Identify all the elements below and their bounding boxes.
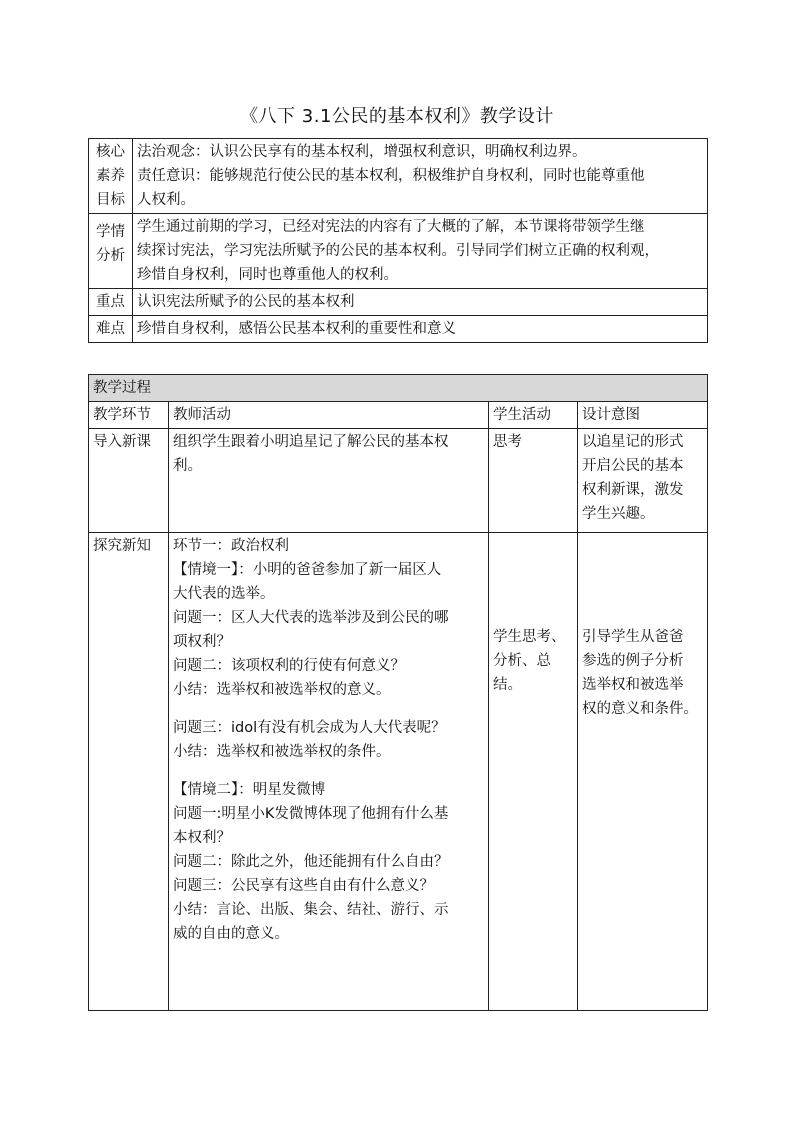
- goals-row: [89, 139, 708, 214]
- teacher-line: 组织学生跟着小明追星记了解公民的基本权: [173, 434, 449, 450]
- intent-line: 开启公民的基本: [582, 458, 684, 474]
- analysis-line: 珍惜自身权利，同时也尊重他人的权利。: [137, 267, 398, 283]
- intent-line: 引导学生从爸爸: [582, 629, 684, 645]
- teacher-line: 问题二：该项权利的行使有何意义？: [173, 658, 405, 674]
- analysis-content: [133, 214, 708, 289]
- analysis-label-line: 分析: [96, 248, 125, 264]
- key-point-row: [89, 289, 708, 316]
- stage-cell: 探究新知: [89, 533, 169, 1011]
- teacher-line: 环节一：政治权利: [173, 538, 289, 554]
- intent-line: 参选的例子分析: [582, 653, 684, 669]
- teacher-line: 【情境二】：明星发微博: [173, 782, 326, 798]
- design-intent-cell: [578, 533, 708, 1011]
- column-header: 教师活动: [169, 402, 489, 429]
- key-point-content: 认识宪法所赋予的公民的基本权利: [133, 289, 708, 316]
- analysis-row: [89, 214, 708, 289]
- blank-line: [173, 702, 484, 716]
- blank-line: [173, 764, 484, 778]
- student-line: 思考: [493, 434, 522, 450]
- overview-table: [88, 138, 708, 343]
- column-header: 设计意图: [578, 402, 708, 429]
- teacher-line: 问题三：公民享有这些自由有什么意义？: [173, 878, 434, 894]
- teacher-line: 小结：选举权和被选举权的意义。: [173, 682, 391, 698]
- goals-content: [133, 139, 708, 214]
- intent-line: 以追星记的形式: [582, 434, 684, 450]
- goals-line: 法治观念：认识公民享有的基本权利，增强权利意识，明确权利边界。: [137, 144, 587, 160]
- teacher-activity-cell: [169, 429, 489, 533]
- teacher-line: 小结：选举权和被选举权的条件。: [173, 744, 391, 760]
- goals-line: 人权利。: [137, 192, 195, 208]
- teacher-line: 威的自由的意义。: [173, 926, 289, 942]
- student-activity-cell: [489, 429, 578, 533]
- table-row: [89, 429, 708, 533]
- teacher-line: 小结：言论、出版、集会、结社、游行、示: [173, 902, 449, 918]
- process-header-row: [89, 375, 708, 402]
- intent-line: 学生兴趣。: [582, 506, 655, 522]
- analysis-label: [89, 214, 133, 289]
- goals-label-line: 素养: [96, 168, 125, 184]
- goals-label-line: 目标: [96, 192, 125, 208]
- teacher-line: 利。: [173, 458, 202, 474]
- process-table: [88, 374, 708, 1011]
- teacher-line: 问题一：区人大代表的选举涉及到公民的哪: [173, 610, 449, 626]
- teacher-line: 问题一:明星小K发微博体现了他拥有什么基: [173, 806, 449, 822]
- teacher-line: 问题二：除此之外，他还能拥有什么自由？: [173, 854, 449, 870]
- difficulty-row: [89, 316, 708, 343]
- analysis-line: 续探讨宪法，学习宪法所赋予的公民的基本权利。引导同学们树立正确的权利观，: [137, 243, 659, 259]
- table-row: [89, 533, 708, 1011]
- teacher-line: 大代表的选举。: [173, 586, 275, 602]
- difficulty-content: 珍惜自身权利，感悟公民基本权利的重要性和意义: [133, 316, 708, 343]
- intent-line: 权的意义和条件。: [582, 701, 698, 717]
- design-intent-cell: [578, 429, 708, 533]
- teacher-line: 项权利？: [173, 634, 231, 650]
- teacher-line: 问题三：idol有没有机会成为人大代表呢？: [173, 720, 446, 736]
- key-point-label: 重点: [89, 289, 133, 316]
- analysis-line: 学生通过前期的学习，已经对宪法的内容有了大概的了解，本节课将带领学生继: [137, 219, 645, 235]
- goals-label-line: 核心: [96, 144, 125, 160]
- student-line: 学生思考、: [493, 629, 566, 645]
- goals-label: [89, 139, 133, 214]
- intent-line: 选举权和被选举: [582, 677, 684, 693]
- column-header: 教学环节: [89, 402, 169, 429]
- column-header-row: [89, 402, 708, 429]
- student-line: 分析、总结。: [493, 653, 551, 693]
- goals-line: 责任意识：能够规范行使公民的基本权利，积极维护自身权利，同时也能尊重他: [137, 168, 645, 184]
- analysis-label-line: 学情: [96, 224, 125, 240]
- teacher-line: 本权利？: [173, 830, 231, 846]
- teacher-line: 【情境一】：小明的爸爸参加了新一届区人: [173, 562, 442, 578]
- difficulty-label: 难点: [89, 316, 133, 343]
- teacher-activity-cell: [169, 533, 489, 1011]
- column-header: 学生活动: [489, 402, 578, 429]
- stage-cell: 导入新课: [89, 429, 169, 533]
- process-header: 教学过程: [89, 375, 708, 402]
- intent-line: 权利新课，激发: [582, 482, 684, 498]
- document-title: 《八下 3.1公民的基本权利》教学设计: [240, 106, 554, 127]
- student-activity-cell: [489, 533, 578, 1011]
